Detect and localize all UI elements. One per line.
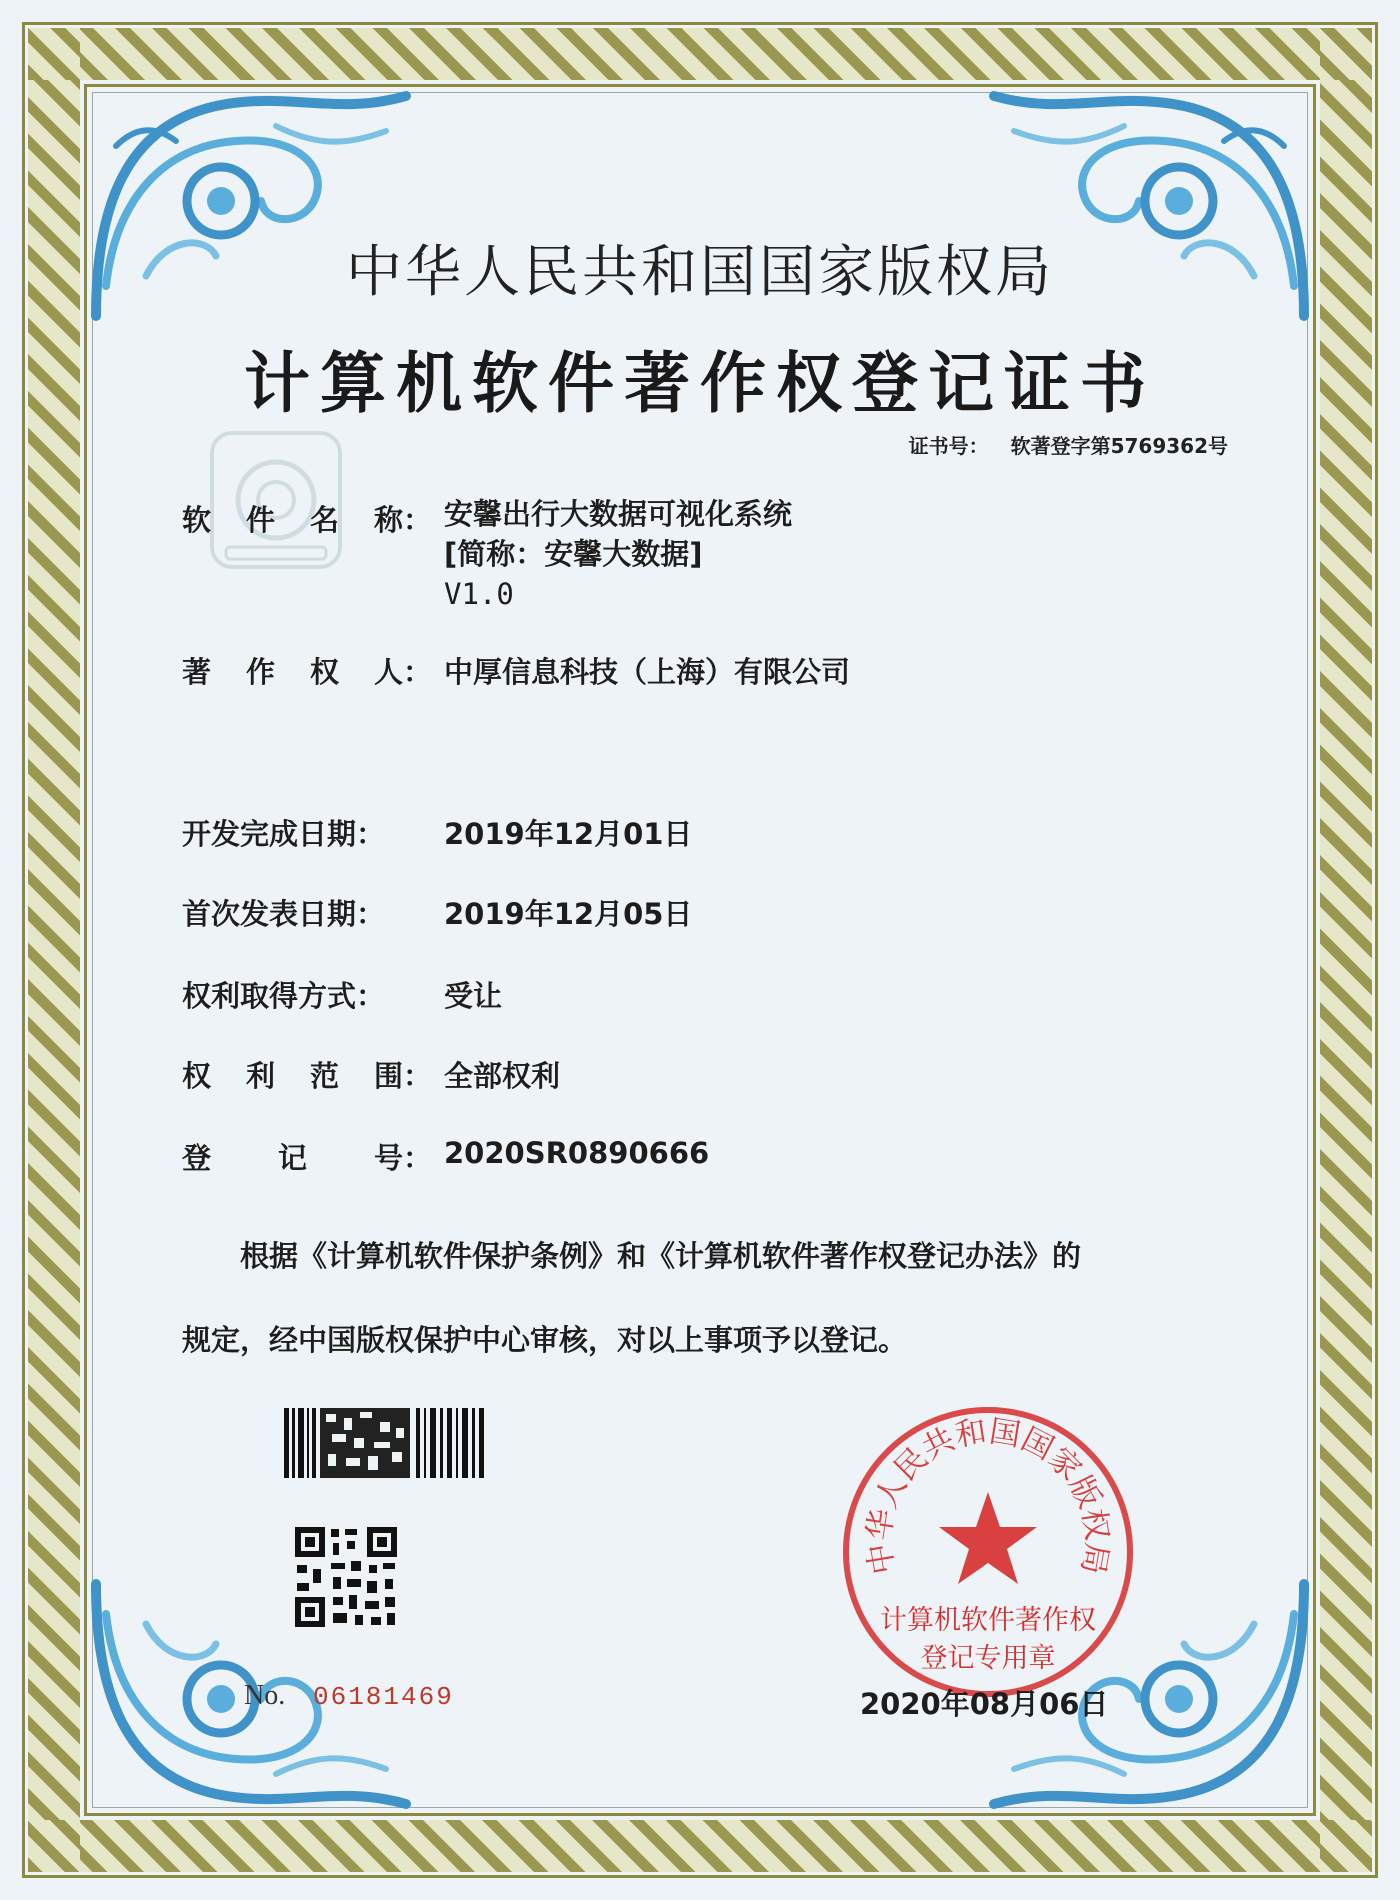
rights-scope-value: 全部权利 bbox=[444, 1059, 561, 1093]
software-name-line: 安馨出行大数据可视化系统 bbox=[444, 497, 793, 531]
field-label: 著 作 权 人： bbox=[182, 655, 432, 689]
software-short-name-line: [简称：安馨大数据] bbox=[444, 537, 703, 571]
qr-code-icon bbox=[293, 1525, 399, 1629]
field-label: 权利取得方式： bbox=[182, 979, 386, 1013]
field-label: 登 记 号： bbox=[182, 1141, 432, 1175]
issue-date: 2020年08月06日 bbox=[860, 1687, 1109, 1721]
registration-no-value: 2020SR0890666 bbox=[444, 1136, 710, 1170]
issuer-name: 中华人民共和国国家版权局 bbox=[346, 240, 1054, 305]
seal-inner-line-2: 登记专用章 bbox=[920, 1643, 1056, 1674]
field-label: 开发完成日期： bbox=[182, 817, 386, 851]
software-version-line: V1.0 bbox=[444, 577, 514, 611]
field-label: 权 利 范 围： bbox=[182, 1059, 432, 1093]
certificate-number-label: 证书号： bbox=[908, 434, 989, 458]
acquisition-method-value: 受让 bbox=[444, 979, 503, 1013]
copyright-owner-value: 中厚信息科技（上海）有限公司 bbox=[444, 655, 851, 689]
statement-line-1: 根据《计算机软件保护条例》和《计算机软件著作权登记办法》的 bbox=[240, 1239, 1082, 1273]
first-publish-date-value: 2019年12月05日 bbox=[444, 897, 693, 931]
certificate-title: 计算机软件著作权登记证书 bbox=[244, 344, 1156, 422]
statement-line-2: 规定，经中国版权保护中心审核，对以上事项予以登记。 bbox=[182, 1323, 908, 1357]
serial-number-value: 06181469 bbox=[313, 1682, 454, 1712]
barcode-icon bbox=[284, 1408, 490, 1478]
certificate-number-value: 软著登字第5769362号 bbox=[1010, 434, 1228, 458]
seal-ring-text: 中华人民共和国国家版权局 bbox=[861, 1413, 1115, 1578]
dev-completion-date-value: 2019年12月01日 bbox=[444, 817, 693, 851]
field-label: 软 件 名 称： bbox=[182, 503, 432, 537]
serial-number-label: No. bbox=[244, 1680, 286, 1711]
field-label: 首次发表日期： bbox=[182, 897, 386, 931]
software-name-value bbox=[444, 494, 792, 614]
certificate-number bbox=[909, 430, 1228, 459]
seal-inner-line-1: 计算机软件著作权 bbox=[880, 1605, 1096, 1636]
